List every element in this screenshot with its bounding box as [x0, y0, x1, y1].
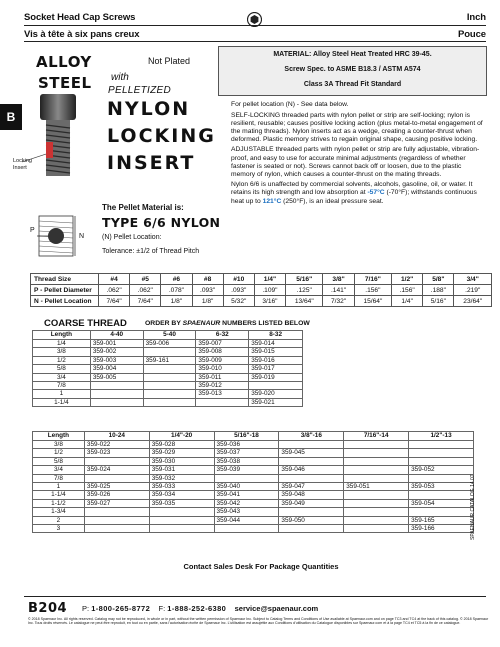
thread-size-cell: 1/4"	[254, 274, 285, 285]
part-number-cell	[249, 382, 303, 390]
order-note	[145, 320, 310, 327]
part-number-cell: 359-005	[90, 373, 143, 381]
length-cell: 1-1/2	[33, 499, 85, 507]
part-number-cell: 359-001	[90, 340, 143, 348]
part-number-cell: 359-029	[149, 449, 214, 457]
part-number-cell: 359-015	[249, 348, 303, 356]
part-number-cell: 359-035	[149, 499, 214, 507]
part-number-cell: 359-013	[196, 390, 249, 398]
column-header: 5/16"-18	[214, 432, 279, 441]
column-header: 6-32	[196, 331, 249, 340]
pellet-diameter-cell: .125"	[286, 285, 323, 296]
part-number-cell	[84, 525, 149, 533]
part-number-cell	[214, 525, 279, 533]
pellet-location-cell: 5/16"	[423, 296, 454, 307]
pellet-diameter-cell: .093"	[223, 285, 254, 296]
pellet-material-label: The Pellet Material is:	[102, 203, 184, 212]
part-number-cell: 359-165	[409, 516, 474, 524]
part-number-cell	[344, 525, 409, 533]
part-number-cell	[279, 508, 344, 516]
part-number-cell: 359-009	[196, 356, 249, 364]
part-number-cell	[344, 441, 409, 449]
part-number-cell	[409, 449, 474, 457]
thread-size-cell: 7/16"	[354, 274, 391, 285]
part-number-cell: 359-034	[149, 491, 214, 499]
part-number-cell	[279, 525, 344, 533]
part-number-cell: 359-040	[214, 483, 279, 491]
p4-text-a: Nylon 6/6 is unaffected by commercial solvents, alcohols, gasoline, oil, or water. It retains its high strength and low absorption at	[231, 181, 473, 197]
part-number-cell: 359-047	[279, 483, 344, 491]
header-rule-1	[24, 25, 486, 26]
part-number-cell	[214, 474, 279, 482]
coarse-table-1	[32, 330, 303, 407]
pellet-diameter-cell: .188"	[423, 285, 454, 296]
part-number-cell	[279, 441, 344, 449]
order-brand: SPAENAUR	[182, 320, 221, 327]
length-cell: 7/8	[33, 382, 91, 390]
table-row	[33, 365, 303, 373]
part-number-cell: 359-026	[84, 491, 149, 499]
fax-prefix: F:	[158, 604, 166, 613]
product-material-line2: STEEL	[38, 74, 92, 92]
part-number-cell: 359-038	[214, 457, 279, 465]
description-p4	[231, 181, 483, 205]
part-number-cell	[344, 449, 409, 457]
part-number-cell: 359-011	[196, 373, 249, 381]
part-number-cell	[84, 474, 149, 482]
part-number-cell: 359-166	[409, 525, 474, 533]
length-cell: 7/8	[33, 474, 85, 482]
spec-row-diameter	[31, 285, 492, 296]
column-header: 1/2"-13	[409, 432, 474, 441]
part-number-cell	[149, 508, 214, 516]
footer-rule	[24, 596, 486, 597]
length-cell: 1/4	[33, 340, 91, 348]
part-number-cell: 359-043	[214, 508, 279, 516]
part-number-cell: 359-021	[249, 398, 303, 406]
part-number-cell	[143, 390, 196, 398]
header-rule-2	[24, 41, 486, 42]
part-number-cell	[344, 499, 409, 507]
thread-size-cell: #10	[223, 274, 254, 285]
table-row	[33, 390, 303, 398]
part-number-cell	[409, 441, 474, 449]
pelletized-label: PELLETIZED	[108, 85, 172, 96]
part-number-cell	[279, 474, 344, 482]
column-header: Length	[33, 432, 85, 441]
pellet-diameter-cell: .078"	[161, 285, 192, 296]
tolerance-note: Tolerance: ±1/2 of Thread Pitch	[102, 248, 200, 255]
locking-insert-label: Locking Insert	[13, 158, 32, 171]
part-number-cell	[409, 491, 474, 499]
screw-spec: Screw Spec. to ASME B18.3 / ASTM A574	[284, 66, 421, 73]
table-row	[33, 449, 474, 457]
order-prefix: ORDER BY	[145, 320, 183, 327]
part-number-cell	[143, 373, 196, 381]
part-number-cell: 359-032	[149, 474, 214, 482]
pellet-diameter-cell: .093"	[192, 285, 223, 296]
table-header-row	[33, 331, 303, 340]
part-number-cell	[279, 457, 344, 465]
with-label: with	[111, 72, 129, 83]
thread-size-cell: #8	[192, 274, 223, 285]
description-p3: ADJUSTABLE threaded parts with nylon pellet or strip are fully adjustable, vibration-proof, and easy to use for accurate minimal adjustments (regardless of whether fastener is seated or not). Screws cannot back off or loosen, due to the plastic memory of nylon, which causes a counter-thrust on the mating threads.	[231, 146, 480, 178]
pellet-location-label: (N) Pellet Location:	[102, 234, 162, 241]
part-number-cell	[149, 516, 214, 524]
table-row	[33, 457, 474, 465]
contact-line	[82, 604, 318, 613]
part-number-cell	[90, 390, 143, 398]
table-header-row	[33, 432, 474, 441]
coarse-thread-title: COARSE THREAD	[44, 318, 127, 329]
product-material-line1: ALLOY	[36, 53, 92, 71]
screw-image	[36, 92, 80, 178]
table-row	[33, 398, 303, 406]
part-number-cell: 359-022	[84, 441, 149, 449]
part-number-cell: 359-014	[249, 340, 303, 348]
part-number-cell: 359-024	[84, 466, 149, 474]
part-number-cell: 359-031	[149, 466, 214, 474]
length-cell: 1/2	[33, 356, 91, 364]
part-number-cell: 359-054	[409, 499, 474, 507]
table-row	[33, 483, 474, 491]
material-spec: MATERIAL: Alloy Steel Heat Treated HRC 39-45.	[273, 51, 432, 58]
table-row	[33, 525, 474, 533]
part-number-cell: 359-019	[249, 373, 303, 381]
temp-high: 121°C	[262, 197, 282, 205]
length-cell: 1	[33, 390, 91, 398]
table-row	[33, 348, 303, 356]
fax-number[interactable]: 1-888-252-6380	[167, 604, 227, 613]
part-number-cell	[344, 508, 409, 516]
part-number-cell: 359-036	[214, 441, 279, 449]
column-header: 5-40	[143, 331, 196, 340]
pellet-diagram	[25, 214, 87, 258]
product-title-3: INSERT	[107, 152, 196, 174]
part-number-cell: 359-033	[149, 483, 214, 491]
thread-size-cell: 1/2"	[392, 274, 423, 285]
table-row	[33, 499, 474, 507]
part-number-cell	[143, 365, 196, 373]
part-number-cell: 359-020	[249, 390, 303, 398]
length-cell: 3/4	[33, 466, 85, 474]
page-title-en: Socket Head Cap Screws	[24, 12, 136, 23]
part-number-cell: 359-048	[279, 491, 344, 499]
length-cell: 1	[33, 483, 85, 491]
table-row	[33, 508, 474, 516]
thread-size-cell: 3/4"	[454, 274, 492, 285]
part-number-cell: 359-045	[279, 449, 344, 457]
pellet-location-cell: 5/32"	[223, 296, 254, 307]
table-row	[33, 466, 474, 474]
length-cell: 5/8	[33, 365, 91, 373]
part-number-cell: 359-006	[143, 340, 196, 348]
part-number-cell: 359-010	[196, 365, 249, 373]
thread-size-cell: 5/8"	[423, 274, 454, 285]
pellet-location-cell: 1/4"	[392, 296, 423, 307]
spec-label: N - Pellet Location	[31, 296, 99, 307]
diagram-p-label: P	[30, 227, 35, 234]
part-number-cell: 359-023	[84, 449, 149, 457]
table-row	[33, 491, 474, 499]
part-number-cell: 359-044	[214, 516, 279, 524]
order-suffix: NUMBERS LISTED BELOW	[220, 320, 310, 327]
length-cell: 1-3/4	[33, 508, 85, 516]
pellet-location-cell: 13/64"	[286, 296, 323, 307]
length-cell: 1-1/4	[33, 398, 91, 406]
email-link[interactable]: service@spaenaur.com	[234, 604, 319, 613]
length-cell: 1/2	[33, 449, 85, 457]
part-number-cell: 359-041	[214, 491, 279, 499]
pellet-location-cell: 3/16"	[254, 296, 285, 307]
table-row	[33, 356, 303, 364]
spec-label: P - Pellet Diameter	[31, 285, 99, 296]
finish-label: Not Plated	[148, 56, 191, 66]
part-number-cell: 359-042	[214, 499, 279, 507]
column-header: 3/8"-16	[279, 432, 344, 441]
product-title-2: LOCKING	[107, 125, 216, 147]
part-number-cell	[196, 398, 249, 406]
product-title-1: NYLON	[107, 98, 191, 120]
description	[231, 101, 483, 208]
part-number-cell: 359-049	[279, 499, 344, 507]
pellet-diameter-cell: .109"	[254, 285, 285, 296]
part-number-cell	[344, 457, 409, 465]
part-number-cell	[344, 516, 409, 524]
length-cell: 3/8	[33, 441, 85, 449]
column-header: 7/16"-14	[344, 432, 409, 441]
part-number-cell: 359-039	[214, 466, 279, 474]
table-row	[33, 382, 303, 390]
p4-text-b: (-70°F); withstands continuous heat up to	[231, 189, 477, 205]
part-number-cell: 359-004	[90, 365, 143, 373]
pellet-diameter-cell: .062"	[130, 285, 161, 296]
unit-label-fr: Pouce	[457, 29, 486, 40]
length-cell: 5/8	[33, 457, 85, 465]
part-number-cell: 359-030	[149, 457, 214, 465]
part-number-cell: 359-016	[249, 356, 303, 364]
part-number-cell: 359-027	[84, 499, 149, 507]
spec-row-size	[31, 274, 492, 285]
length-cell: 2	[33, 516, 85, 524]
part-number-cell	[84, 516, 149, 524]
column-header: Length	[33, 331, 91, 340]
section-tab: B	[0, 104, 22, 130]
thread-spec-table	[30, 273, 492, 307]
thread-size-cell: #6	[161, 274, 192, 285]
page-number: B204	[28, 601, 68, 616]
thread-class: Class 3A Thread Fit Standard	[303, 81, 402, 88]
pellet-diameter-cell: .156"	[392, 285, 423, 296]
part-number-cell: 359-012	[196, 382, 249, 390]
column-header: 10-24	[84, 432, 149, 441]
part-number-cell: 359-003	[90, 356, 143, 364]
table-row	[33, 373, 303, 381]
thread-size-cell: 5/16"	[286, 274, 323, 285]
part-number-cell	[84, 457, 149, 465]
part-number-cell: 359-046	[279, 466, 344, 474]
part-number-cell	[149, 525, 214, 533]
thread-size-cell: 3/8"	[323, 274, 354, 285]
fine-print: © 2018 Spaenaur Inc. All rights reserved. Catalog may not be reproduced, in whole or in part, without the written permission of Spaenaur Inc. Subject to Catalog Terms and Conditions of Use available at Spaenaur.com and on page TC3 and TC4 at the back of this catalog. © 2018 Spaenaur Inc. Tous droits réservés. Le catalogue ne peut être reproduit, en tout ou en partie, sans l'autorisation écrite de Spaenaur Inc. L'utilisation est assujettie aux Conditions d'utilisation du Catalogue disponibles sur Spaenaur.com et à la page TC4 et TC5 à la fin de ce catalogue.	[28, 617, 489, 626]
part-number-cell: 359-017	[249, 365, 303, 373]
pellet-location-cell: 1/8"	[161, 296, 192, 307]
page-title-fr: Vis à tête à six pans creux	[24, 29, 140, 40]
part-number-cell: 359-052	[409, 466, 474, 474]
part-number-cell	[90, 382, 143, 390]
part-number-cell	[84, 508, 149, 516]
pellet-location-cell: 7/32"	[323, 296, 354, 307]
description-p2: SELF-LOCKING threaded parts with nylon pellet or strip are self-locking; nylon is resilient, reusable; causes positive locking action (plus metal-to-metal engagement of the mating threads). Nylon inserts act as a wedge, creating a counter-thrust when deformed. Plastic memory strives to regain original shape, causing positive locking.	[231, 111, 483, 143]
part-number-cell: 359-028	[149, 441, 214, 449]
column-header: 1/4"-20	[149, 432, 214, 441]
pellet-location-cell: 15/64"	[354, 296, 391, 307]
contact-note: Contact Sales Desk For Package Quantities	[183, 562, 339, 571]
part-number-cell: 359-002	[90, 348, 143, 356]
unit-label-en: Inch	[466, 12, 486, 23]
table-row	[33, 474, 474, 482]
part-number-cell: 359-008	[196, 348, 249, 356]
part-number-cell: 359-037	[214, 449, 279, 457]
length-cell: 3	[33, 525, 85, 533]
part-number-cell	[344, 466, 409, 474]
spec-label: Thread Size	[31, 274, 99, 285]
length-cell: 1-1/4	[33, 491, 85, 499]
thread-size-cell: #4	[99, 274, 130, 285]
pellet-location-cell: 7/64"	[99, 296, 130, 307]
part-number-cell: 359-161	[143, 356, 196, 364]
pellet-diameter-cell: .141"	[323, 285, 354, 296]
spec-row-location	[31, 296, 492, 307]
part-number-cell	[344, 474, 409, 482]
thread-size-cell: #5	[130, 274, 161, 285]
phone-number[interactable]: 1-800-265-8772	[91, 604, 151, 613]
column-header: 4-40	[90, 331, 143, 340]
part-number-cell	[409, 474, 474, 482]
part-number-cell: 359-051	[344, 483, 409, 491]
p4-text-c: (250°F), is an ideal pressure seat.	[281, 197, 384, 205]
table-row	[33, 441, 474, 449]
table-row	[33, 340, 303, 348]
part-number-cell: 359-050	[279, 516, 344, 524]
table-row	[33, 516, 474, 524]
catalog-side-text: SPAENAUR CATALOG 14.07	[470, 474, 476, 540]
phone-prefix: P:	[82, 604, 90, 613]
diagram-n-label: N	[79, 233, 85, 240]
length-cell: 3/8	[33, 348, 91, 356]
part-number-cell	[143, 382, 196, 390]
pellet-location-cell: 1/8"	[192, 296, 223, 307]
part-number-cell	[344, 491, 409, 499]
length-cell: 3/4	[33, 373, 91, 381]
column-header: 8-32	[249, 331, 303, 340]
part-number-cell: 359-025	[84, 483, 149, 491]
pellet-diameter-cell: .156"	[354, 285, 391, 296]
part-number-cell: 359-053	[409, 483, 474, 491]
part-number-cell	[409, 457, 474, 465]
temp-low: -57°C	[367, 189, 385, 197]
part-number-cell	[143, 398, 196, 406]
pellet-location-cell: 23/64"	[454, 296, 492, 307]
part-number-cell	[409, 508, 474, 516]
pellet-diameter-cell: .219"	[454, 285, 492, 296]
part-number-cell	[143, 348, 196, 356]
locking-insert-leader	[22, 150, 46, 160]
part-number-cell: 359-007	[196, 340, 249, 348]
pellet-diameter-cell: .062"	[99, 285, 130, 296]
part-number-cell	[90, 398, 143, 406]
coarse-table-2	[32, 431, 474, 533]
pellet-location-cell: 7/64"	[130, 296, 161, 307]
pellet-material: TYPE 6/6 NYLON	[102, 215, 221, 230]
description-p1: For pellet location (N) - See data below.	[231, 101, 349, 108]
